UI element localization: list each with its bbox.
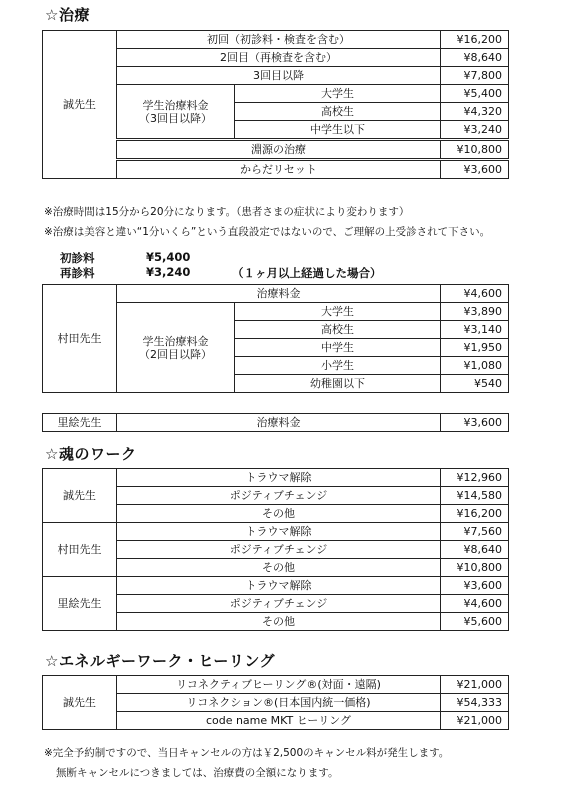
table-row bbox=[43, 577, 509, 595]
menu-item: 治療料金 bbox=[117, 285, 441, 303]
menu-item: 中学生 bbox=[235, 339, 441, 357]
makoto-treatment-table bbox=[42, 30, 509, 179]
practitioner-name: 誠先生 bbox=[43, 31, 117, 179]
menu-item: 中学生以下 bbox=[235, 121, 441, 140]
price: ¥16,200 bbox=[441, 31, 509, 49]
treatment-note-1: ※治療時間は15分から20分になります。（患者さまの症状により変わります） bbox=[44, 206, 410, 218]
section-title-chiryo: ☆治療 bbox=[45, 6, 90, 24]
menu-item: 高校生 bbox=[235, 103, 441, 121]
cancellation-note-2: 無断キャンセルにつきましては、治療費の全額になります。 bbox=[56, 767, 339, 779]
menu-item: リコネクティブヒーリング®(対面・遠隔) bbox=[117, 676, 441, 694]
menu-item: 2回目（再検査を含む） bbox=[117, 49, 441, 67]
price: ¥1,950 bbox=[441, 339, 509, 357]
energy-work-table bbox=[42, 675, 509, 730]
menu-item: リコネクション®(日本国内統一価格) bbox=[117, 694, 441, 712]
menu-item: トラウマ解除 bbox=[117, 469, 441, 487]
practitioner-name: 誠先生 bbox=[43, 469, 117, 523]
menu-item: トラウマ解除 bbox=[117, 577, 441, 595]
menu-item: 大学生 bbox=[235, 303, 441, 321]
price: ¥54,333 bbox=[441, 694, 509, 712]
price: ¥5,600 bbox=[441, 613, 509, 631]
repeat-visit-fee-note: （１ヶ月以上経過した場合） bbox=[232, 266, 382, 280]
student-price-group-label: 学生治療料金 （3回目以降） bbox=[117, 85, 235, 140]
menu-item: ポジティブチェンジ bbox=[117, 487, 441, 505]
table-row bbox=[43, 676, 509, 694]
price: ¥7,800 bbox=[441, 67, 509, 85]
price: ¥10,800 bbox=[441, 559, 509, 577]
price: ¥8,640 bbox=[441, 49, 509, 67]
price: ¥10,800 bbox=[441, 140, 509, 160]
menu-item: ポジティブチェンジ bbox=[117, 541, 441, 559]
menu-item: 小学生 bbox=[235, 357, 441, 375]
menu-item: 治療料金 bbox=[117, 414, 441, 432]
repeat-visit-fee-label: 再診料 bbox=[60, 266, 95, 280]
price: ¥3,140 bbox=[441, 321, 509, 339]
table-row bbox=[43, 31, 509, 49]
price: ¥4,320 bbox=[441, 103, 509, 121]
price: ¥8,640 bbox=[441, 541, 509, 559]
repeat-visit-fee-value: ¥3,240 bbox=[146, 265, 191, 279]
price: ¥3,600 bbox=[441, 160, 509, 179]
price: ¥12,960 bbox=[441, 469, 509, 487]
menu-item: 幼稚園以下 bbox=[235, 375, 441, 393]
murata-treatment-table bbox=[42, 284, 509, 393]
menu-item: 3回目以降 bbox=[117, 67, 441, 85]
student-price-group-label: 学生治療料金 （2回目以降） bbox=[117, 303, 235, 393]
price: ¥3,600 bbox=[441, 577, 509, 595]
menu-item: code name MKT ヒーリング bbox=[117, 712, 441, 730]
table-row bbox=[43, 285, 509, 303]
practitioner-name: 村田先生 bbox=[43, 523, 117, 577]
price: ¥540 bbox=[441, 375, 509, 393]
price: ¥1,080 bbox=[441, 357, 509, 375]
first-visit-fee-label: 初診料 bbox=[60, 251, 95, 265]
price: ¥21,000 bbox=[441, 712, 509, 730]
menu-item: その他 bbox=[117, 613, 441, 631]
table-row bbox=[43, 523, 509, 541]
price: ¥4,600 bbox=[441, 595, 509, 613]
practitioner-name: 里絵先生 bbox=[43, 414, 117, 432]
table-row bbox=[43, 414, 509, 432]
soul-work-table bbox=[42, 468, 509, 631]
price: ¥3,890 bbox=[441, 303, 509, 321]
first-visit-fee-value: ¥5,400 bbox=[146, 250, 191, 264]
table-row bbox=[43, 469, 509, 487]
satoe-treatment-table bbox=[42, 413, 509, 432]
price: ¥3,600 bbox=[441, 414, 509, 432]
section-title-soul-work: ☆魂のワーク bbox=[45, 445, 137, 463]
treatment-note-2: ※治療は美容と違い“1分いくら”という直段設定ではないので、ご理解の上受診されて下さい。 bbox=[44, 226, 491, 238]
menu-item: 大学生 bbox=[235, 85, 441, 103]
practitioner-name: 里絵先生 bbox=[43, 577, 117, 631]
menu-item: 初回（初診料・検査を含む） bbox=[117, 31, 441, 49]
menu-item: 高校生 bbox=[235, 321, 441, 339]
practitioner-name: 誠先生 bbox=[43, 676, 117, 730]
price: ¥7,560 bbox=[441, 523, 509, 541]
section-title-energy-work: ☆エネルギーワーク・ヒーリング bbox=[45, 652, 276, 670]
menu-item: その他 bbox=[117, 505, 441, 523]
price: ¥3,240 bbox=[441, 121, 509, 140]
menu-item: からだリセット bbox=[117, 160, 441, 179]
menu-item: トラウマ解除 bbox=[117, 523, 441, 541]
price: ¥5,400 bbox=[441, 85, 509, 103]
menu-item: その他 bbox=[117, 559, 441, 577]
practitioner-name: 村田先生 bbox=[43, 285, 117, 393]
price: ¥21,000 bbox=[441, 676, 509, 694]
cancellation-note-1: ※完全予約制ですので、当日キャンセルの方は￥2,500のキャンセル料が発生します。 bbox=[44, 747, 450, 759]
price: ¥4,600 bbox=[441, 285, 509, 303]
menu-item: ポジティブチェンジ bbox=[117, 595, 441, 613]
price: ¥16,200 bbox=[441, 505, 509, 523]
menu-item: 淵源の治療 bbox=[117, 140, 441, 160]
price: ¥14,580 bbox=[441, 487, 509, 505]
